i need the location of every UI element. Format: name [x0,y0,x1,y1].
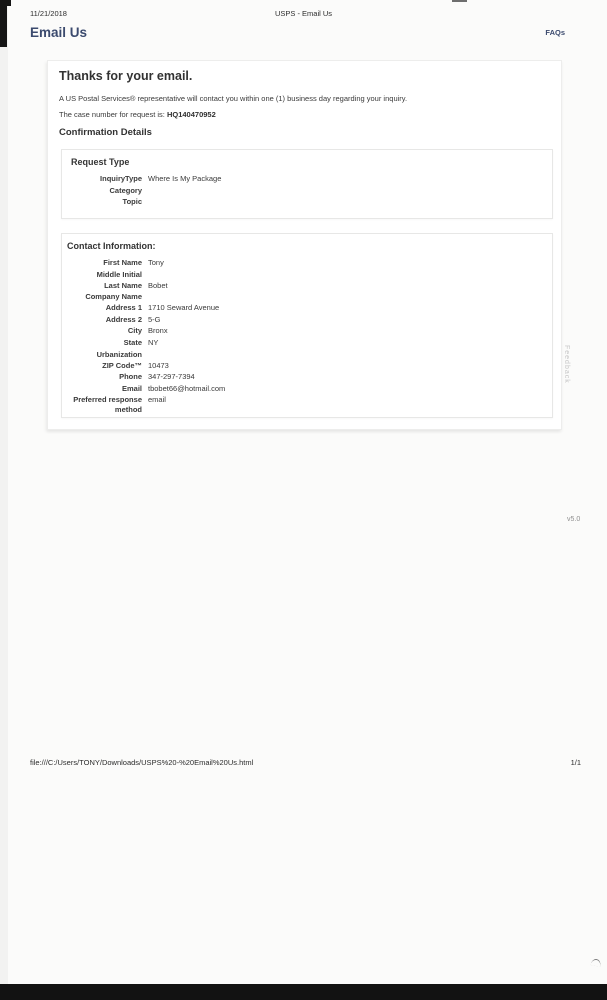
field-label: Phone [119,372,142,382]
field-label: Category [109,185,142,195]
field-label: State [123,337,142,347]
field-label: Preferred response method [73,395,142,415]
field-label: Company Name [85,292,142,302]
field-value: 5-G [148,314,161,324]
page-title: Email Us [30,25,88,40]
field-value: tbobet66@hotmail.com [148,383,226,393]
print-date: 11/21/2018 [30,9,67,18]
feedback-tab[interactable]: Feedback [563,345,570,384]
field-value: 347-297-7394 [148,372,195,382]
field-row-city [62,325,552,337]
field-label: Address 1 [105,303,142,313]
contact-information-rows [62,257,552,415]
field-row-urbanization [62,349,552,360]
field-row-address-2 [62,314,552,326]
field-label: First Name [103,258,142,267]
confirmation-details-heading: Confirmation Details [59,127,152,138]
field-label: Address 2 [105,314,142,324]
field-label: InquiryType [100,174,142,183]
request-type-card [61,149,553,219]
field-label: Middle Initial [96,269,142,279]
field-label: Last Name [104,280,142,290]
confirmation-card [47,60,562,430]
field-row-last-name [62,280,552,292]
field-label: Urbanization [96,349,142,359]
field-value: Bronx [148,326,168,336]
request-type-heading: Request Type [71,157,130,167]
field-value: Bobet [148,280,168,290]
scan-corner-artifact-2 [0,0,11,6]
print-document-title: USPS - Email Us [274,9,333,18]
pen-mark-artifact [590,958,601,967]
scan-top-dash-artifact [452,0,467,2]
field-label: City [127,326,142,336]
scan-edge-shading [0,0,8,1000]
field-value: Where Is My Package [148,174,222,183]
field-row-middle-initial [62,269,552,280]
print-file-path: file:///C:/Users/TONY/Downloads/USPS%20-%20Email%20Us.html [30,758,254,767]
field-label: Topic [122,196,142,206]
field-row-address-1 [62,302,552,314]
case-number-prefix: The case number for request is: [59,110,167,119]
field-value: Tony [148,258,164,267]
field-row-zip-code [62,360,552,372]
confirmation-message: A US Postal Services® representative will contact you within one (1) business day regarding your inquiry. [59,94,408,103]
field-label: ZIP Code™ [102,360,142,370]
field-row-phone [62,371,552,383]
field-value: NY [148,337,159,347]
case-number: HQ140470952 [166,110,216,119]
case-number-line [59,110,216,119]
contact-information-card [61,233,553,418]
field-label: Email [121,383,142,393]
contact-information-heading: Contact Information: [67,241,156,251]
field-value: 10473 [148,360,169,370]
version-label: v5.0 [567,516,581,523]
scan-bottom-bar-artifact [0,984,607,1000]
scan-corner-artifact [0,0,7,47]
request-type-rows [62,173,552,207]
field-row-first-name [62,257,552,269]
thanks-heading: Thanks for your email. [59,69,193,83]
field-row-email [62,383,552,395]
field-row-category [62,185,552,196]
print-page-number: 1/1 [570,758,581,767]
field-value: 1710 Seward Avenue [148,303,220,313]
faqs-link[interactable]: FAQs [545,28,565,37]
field-row-preferred-response-method [62,394,552,415]
field-row-company-name [62,291,552,302]
field-value: email [148,395,166,405]
field-row-topic [62,196,552,207]
field-row-inquirytype [62,173,552,185]
field-row-state [62,337,552,349]
